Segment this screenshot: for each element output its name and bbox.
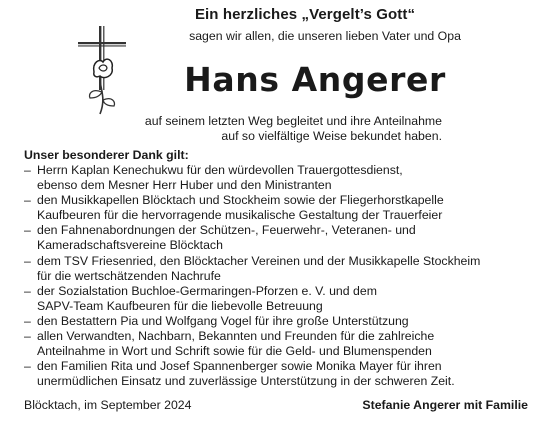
list-item-line: Kameradschaftsvereine Blöcktach [37, 238, 223, 253]
list-item-line: ebenso dem Mesner Herr Huber und den Ministranten [37, 178, 332, 193]
thanks-text [145, 114, 442, 143]
thanks-line: auf so vielfältige Weise bekundet haben. [221, 128, 442, 143]
list-item-line: – Herrn Kaplan Kenechukwu für den würdevollen Trauergottesdienst, [37, 163, 403, 177]
special-thanks-title: Unser besonderer Dank gilt: [24, 148, 189, 162]
list-item [24, 284, 544, 314]
thanks-line: auf seinem letzten Weg begleitet und ihre Anteilnahme [144, 114, 442, 128]
list-item-line: unermüdlichen Einsatz und zuverlässige Unterstützung in der schweren Zeit. [37, 374, 455, 389]
list-item [24, 329, 544, 359]
list-item-line: für die wertschätzenden Nachrufe [37, 268, 221, 283]
list-item-line: – den Fahnenabordnungen der Schützen-, Feuerwehr-, Veteranen- und [37, 223, 416, 238]
list-item [24, 359, 544, 389]
list-item-line: – den Bestattern Pia und Wolfgang Vogel für ihre große Unterstützung [37, 313, 409, 328]
list-item [24, 314, 544, 329]
thanks-list [24, 163, 544, 389]
list-item [24, 254, 544, 284]
list-item-line: Anteilnahme in Wort und Schrift sowie für die Geld- und Blumenspenden [37, 344, 432, 359]
list-item-line: – den Musikkapellen Blöcktach und Stockheim sowie der Fliegerhorstkapelle [37, 193, 444, 208]
notice-heading: Ein herzliches „Vergelt’s Gott“ [194, 6, 416, 23]
notice-subline: sagen wir allen, die unseren lieben Vater und Opa [189, 29, 461, 43]
deceased-name: Hans Angerer [184, 60, 446, 99]
list-item-line: – der Sozialstation Buchloe-Germaringen-Pforzen e. V. und dem [37, 283, 377, 298]
list-item [24, 163, 544, 193]
list-item-line: SAPV-Team Kaufbeuren für die liebevolle Betreuung [37, 298, 323, 313]
list-item-line: – den Familien Rita und Josef Spannenberger sowie Monika Mayer für ihren [37, 359, 442, 374]
list-item-line: – dem TSV Friesenried, den Blöcktacher Vereinen und der Musikkapelle Stockheim [37, 253, 481, 268]
list-item-line: Kaufbeuren für die hervorragende musikalische Gestaltung der Trauerfeier [37, 208, 443, 223]
list-item-line: – allen Verwandten, Nachbarn, Bekannten und Freunden für die zahlreiche [37, 329, 435, 344]
list-item [24, 223, 544, 253]
place-and-date: Blöcktach, im September 2024 [24, 398, 192, 412]
signature: Stefanie Angerer mit Familie [362, 398, 528, 412]
list-item [24, 193, 544, 223]
